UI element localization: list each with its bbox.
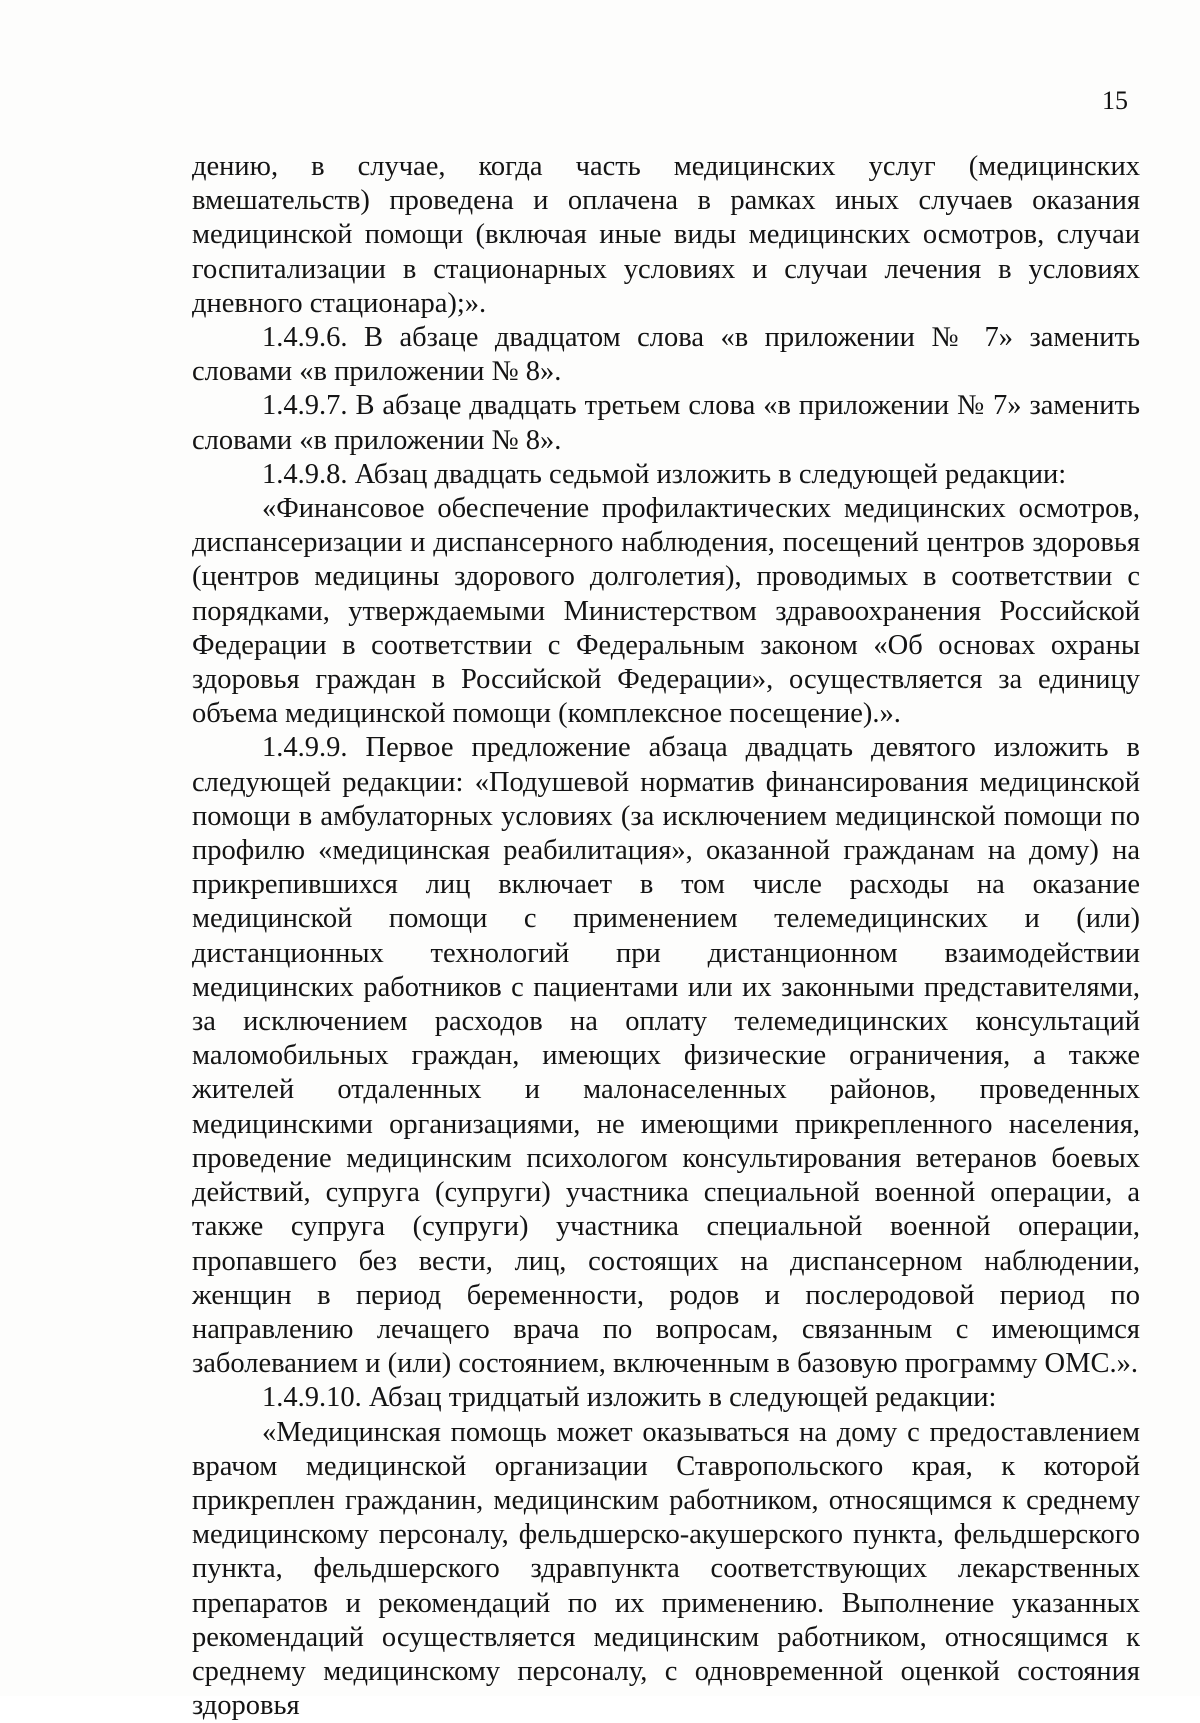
- paragraph-financing-quote: «Финансовое обеспечение профилактических медицинских осмотров, диспансеризации и диспансерного наблюдения, посещений центров здоровья (центров медицины здорового долголетия), проводимых в соответствии с порядками, утверждаемыми Министерством здравоохранения Российской Федерации в соответствии с Федеральным законом «Об основах охраны здоровья граждан в Российской Федерации», осуществляется за единицу объема медицинской помощи (комплексное посещение).».: [192, 493, 1140, 730]
- page-number: 15: [1102, 86, 1128, 115]
- paragraph-1-4-9-7: 1.4.9.7. В абзаце двадцать третьем слова «в приложении № 7» заменить словами «в приложении № 8».: [192, 390, 1140, 456]
- paragraph-1-4-9-10: 1.4.9.10. Абзац тридцатый изложить в следующей редакции:: [262, 1382, 997, 1414]
- paragraph-1-4-9-9: 1.4.9.9. Первое предложение абзаца двадцать девятого изложить в следующей редакции: «Подушевой норматив финансирования медицинской помощи в амбулаторных условиях (за исключением медицинской помощи по профилю «медицинская реабилитация», оказанной гражданам на дому) на прикрепившихся лиц включает в том числе расходы на оказание медицинской помощи с применением телемедицинских и (или) дистанционных технологий при дистанционном взаимодействии медицинских работников с пациентами или их законными представителями, за исключением расходов на оплату телемедицинских консультаций маломобильных граждан, имеющих физические ограничения, а также жителей отдаленных и малонаселенных районов, проведенных медицинскими организациями, не имеющими прикрепленного населения, проведение медицинским психологом консультирования ветеранов боевых действий, супруга (супруги) участника специальной военной операции, а также супруга (супруги) участника специальной военной операции, пропавшего без вести, лиц, состоящих на диспансерном наблюдении, женщин в период беременности, родов и послеродовой период по направлению лечащего врача по вопросам, связанным с имеющимся заболеванием и (или) состоянием, включенным в базовую программу ОМС.».: [192, 732, 1140, 1380]
- paragraph-1-4-9-8: 1.4.9.8. Абзац двадцать седьмой изложить в следующей редакции:: [262, 458, 1067, 490]
- paragraph-1-4-9-6: 1.4.9.6. В абзаце двадцатом слова «в приложении № 7» заменить словами «в приложении № 8».: [192, 322, 1140, 388]
- paragraph-home-care-quote: «Медицинская помощь может оказываться на дому с предоставлением врачом медицинской организации Ставропольского края, к которой прикреплен гражданин, медицинским работником, относящимся к среднему медицинскому персоналу, фельдшерско-акушерского пункта, фельдшерского пункта, фельдшерского здравпункта соответствующих лекарственных препаратов и рекомендаций по их применению. Выполнение указанных рекомендаций осуществляется медицинским работником, относящимся к среднему медицинскому персоналу, с одновременной оценкой состояния здоровья: [192, 1416, 1140, 1722]
- paragraph-continuation: дению, в случае, когда часть медицинских услуг (медицинских вмешательств) проведена и оплачена в рамках иных случаев оказания медицинской помощи (включая иные виды медицинских осмотров, случаи госпитализации в стационарных условиях и случаи лечения в условиях дневного стационара);».: [192, 151, 1140, 319]
- document-body: [192, 150, 1140, 1723]
